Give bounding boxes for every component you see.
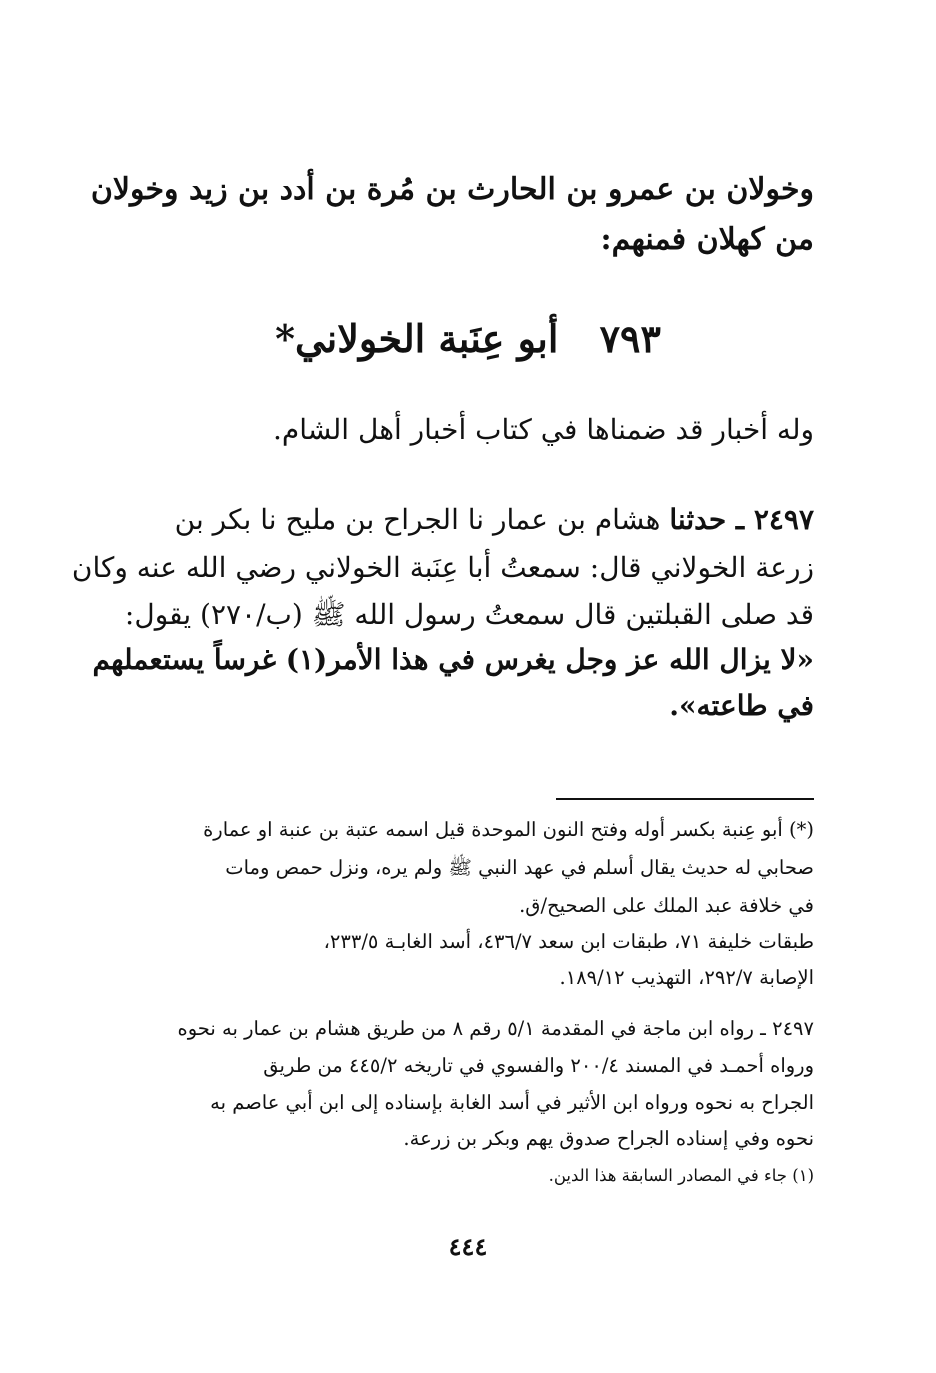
hadith-isnad-line-2: زرعة الخولاني قال: سمعتُ أبا عِنَبة الخولاني رضي الله عنه وكان <box>71 551 814 584</box>
footnote-star-line-3: في خلافة عبد الملك على الصحيح/ق. <box>519 894 814 917</box>
footnote-takhrij-line-4: نحوه وفي إسناده الجراح صدوق يهم وبكر بن زرعة. <box>403 1127 814 1150</box>
hadith-isnad-line-1-rest: هشام بن عمار نا الجراح بن مليح نا بكر بن <box>174 503 661 536</box>
hadith-isnad-line-1 <box>175 503 814 536</box>
page-number: ٤٤٤ <box>448 1232 488 1261</box>
intro-line-2: من كهلان فمنهم: <box>600 222 814 257</box>
footnote-separator <box>556 798 814 800</box>
footnote-star-line-5: الإصابة ٢٩٢/٧، التهذيب ١٨٩/١٢. <box>559 966 814 989</box>
footnote-takhrij-line-1: ٢٤٩٧ ـ رواه ابن ماجة في المقدمة ٥/١ رقم ٨ من طريق هشام بن عمار به نحوه <box>177 1017 814 1040</box>
hadith-number-lead: ٢٤٩٧ ـ حدثنا <box>669 503 814 536</box>
entry-number: ٧٩٣ <box>599 316 661 361</box>
entry-name: أبو عِنَبة الخولاني* <box>275 316 559 361</box>
hadith-matn-line-2: في طاعته». <box>669 689 814 722</box>
hadith-matn-line-1: «لا يزال الله عز وجل يغرس في هذا الأمر(١) غرساً يستعملهم <box>92 643 814 676</box>
note-line: وله أخبار قد ضمناها في كتاب أخبار أهل الشام. <box>273 413 814 446</box>
footnote-takhrij-line-3: الجراح به نحوه ورواه ابن الأثير في أسد الغابة بإسناده إلى ابن أبي عاصم به <box>210 1091 814 1114</box>
footnote-takhrij-line-2: ورواه أحمـد في المسند ٢٠٠/٤ والفسوي في تاريخه ٤٤٥/٢ من طريق <box>263 1054 814 1077</box>
footnote-1: (١) جاء في المصادر السابقة هذا الدين. <box>548 1166 814 1185</box>
footnote-star-line-1: (*) أبو عِنبة بكسر أوله وفتح النون الموحدة قيل اسمه عتبة بن عنبة او عمارة <box>203 818 814 841</box>
entry-heading <box>0 316 936 361</box>
intro-line-1: وخولان بن عمرو بن الحارث بن مُرة بن أدد بن زيد وخولان <box>90 172 814 207</box>
footnote-star-line-4: طبقات خليفة ٧١، طبقات ابن سعد ٤٣٦/٧، أسد الغابـة ٢٣٣/٥، <box>323 930 814 953</box>
footnote-star-line-2: صحابي له حديث يقال أسلم في عهد النبي ﷺ ولم يره، ونزل حمص ومات <box>225 856 814 879</box>
hadith-isnad-line-3: قد صلى القبلتين قال سمعتُ رسول الله ﷺ (ب/٢٧٠) يقول: <box>124 598 814 631</box>
